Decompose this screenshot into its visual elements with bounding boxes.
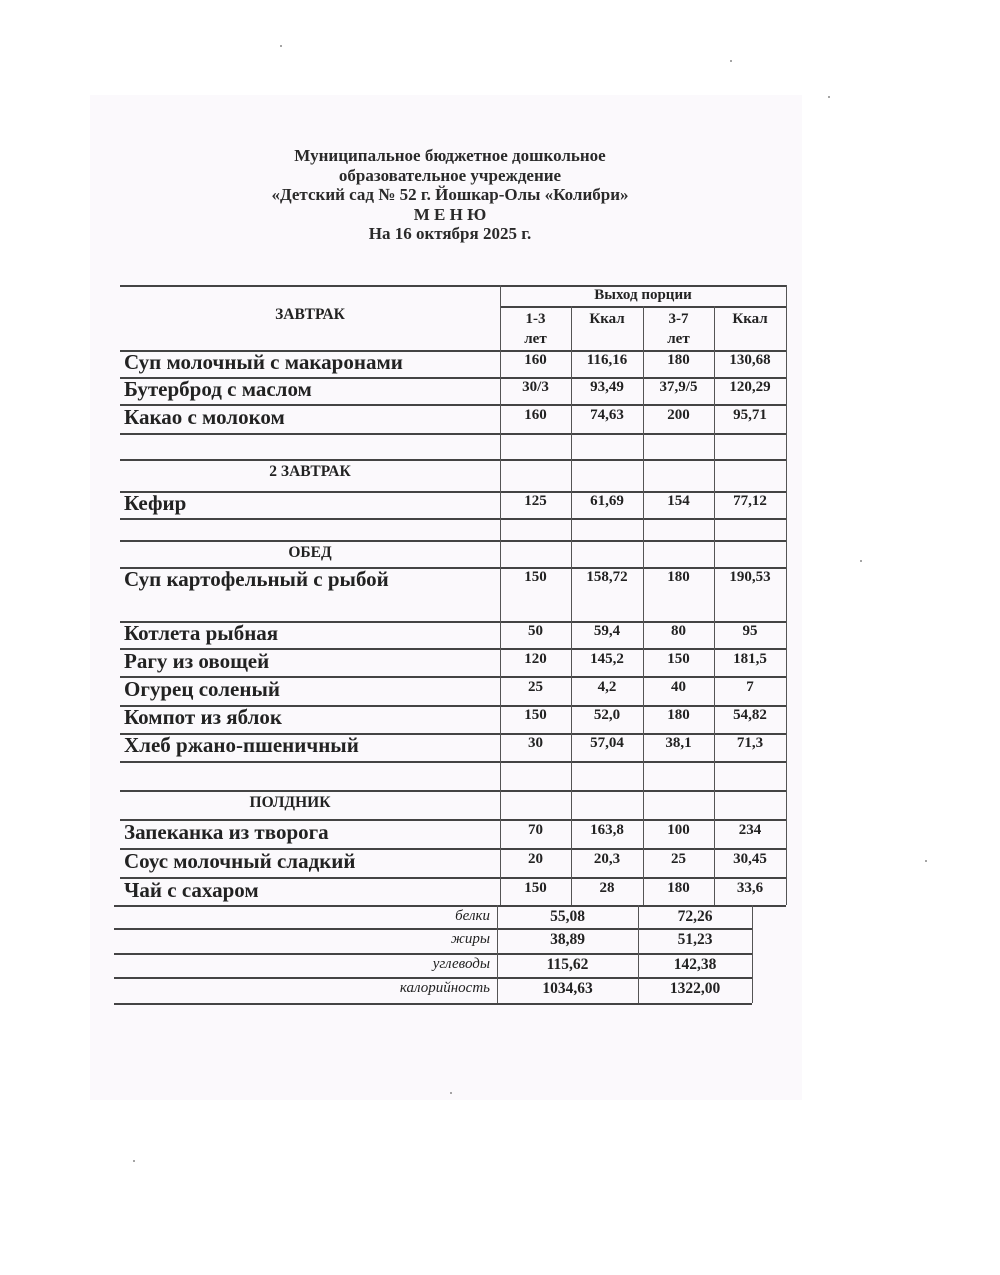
dish-value: 234 — [738, 822, 762, 838]
header-line-1: Муниципальное бюджетное дошкольное — [294, 146, 606, 165]
dish-value: 181,5 — [733, 651, 767, 667]
menu-title: М Е Н Ю — [413, 204, 487, 224]
dish-value: 130,68 — [729, 352, 771, 368]
table-column-line — [500, 285, 501, 905]
dish-value: 30,45 — [733, 851, 767, 867]
document-header — [200, 146, 700, 244]
dish-value: 95 — [742, 623, 758, 639]
scan-speck — [730, 60, 732, 62]
dish-value: 25 — [671, 851, 686, 867]
scan-speck — [860, 560, 862, 562]
dish-value: 190,53 — [729, 569, 771, 585]
dish-value: 116,16 — [586, 352, 628, 368]
dish-value: 77,12 — [733, 493, 767, 509]
dish-value: 125 — [524, 493, 547, 509]
total-value-3-7: 1322,00 — [669, 980, 721, 997]
portion-header: Выход порции — [594, 287, 692, 303]
dish-value: 93,49 — [590, 379, 624, 395]
scan-speck — [133, 1160, 135, 1162]
scan-speck — [450, 1092, 452, 1094]
dish-value: 95,71 — [733, 407, 767, 423]
col-age-3-7-suffix: лет — [667, 331, 690, 347]
dish-name: Какао с молоком — [124, 405, 285, 429]
total-label: белки — [455, 908, 490, 924]
col-age-1-3-suffix: лет — [524, 331, 547, 347]
dish-name: Суп молочный с макаронами — [124, 350, 403, 374]
dish-value: 33,6 — [736, 880, 764, 896]
dish-value: 37,9/5 — [659, 379, 698, 395]
total-value-1-3: 55,08 — [550, 908, 585, 925]
table-rule — [120, 433, 786, 435]
total-value-3-7: 51,23 — [677, 931, 713, 948]
dish-name: Рагу из овощей — [124, 649, 270, 673]
dish-name: Компот из яблок — [124, 705, 282, 729]
dish-value: 20,3 — [593, 851, 621, 867]
dish-value: 38,1 — [665, 735, 692, 751]
dish-name: Чай с сахаром — [124, 878, 259, 902]
scan-speck — [925, 860, 927, 862]
table-rule — [120, 540, 786, 542]
table-rule — [114, 905, 752, 907]
total-value-1-3: 1034,63 — [542, 980, 593, 997]
dish-value: 180 — [667, 880, 690, 896]
dish-value: 200 — [667, 407, 690, 423]
dish-name: Суп картофельный с рыбой — [124, 567, 389, 591]
dish-name: Огурец соленый — [124, 677, 280, 701]
total-value-3-7: 72,26 — [677, 908, 713, 925]
table-rule — [114, 953, 752, 955]
dish-value: 52,0 — [593, 707, 621, 723]
dish-value: 30/3 — [522, 379, 549, 395]
total-label: калорийность — [399, 980, 490, 996]
table-column-line — [752, 905, 753, 1003]
dish-value: 160 — [524, 407, 547, 423]
table-rule — [114, 1003, 752, 1005]
dish-value: 180 — [667, 569, 690, 585]
dish-name: Кефир — [124, 491, 187, 515]
dish-value: 28 — [599, 880, 615, 896]
dish-value: 160 — [524, 352, 547, 368]
dish-value: 30 — [528, 735, 543, 751]
dish-value: 154 — [667, 493, 690, 509]
col-kcal-2: Ккал — [732, 311, 768, 327]
total-label: углеводы — [432, 956, 490, 972]
table-rule — [120, 518, 786, 520]
menu-date: На 16 октября 2025 г. — [368, 224, 532, 243]
total-label: жиры — [450, 931, 490, 947]
total-value-1-3: 115,62 — [546, 956, 589, 973]
dish-value: 120,29 — [729, 379, 771, 395]
dish-value: 120 — [524, 651, 547, 667]
table-rule — [114, 977, 752, 979]
table-rule — [120, 790, 786, 792]
dish-value: 20 — [528, 851, 543, 867]
table-column-line — [786, 285, 787, 905]
dish-value: 4,2 — [597, 679, 617, 695]
header-line-3: «Детский сад № 52 г. Йошкар-Олы «Колибри» — [271, 185, 629, 204]
dish-value: 57,04 — [590, 735, 624, 751]
dish-value: 61,69 — [590, 493, 624, 509]
table-rule — [120, 761, 786, 763]
dish-value: 150 — [524, 880, 547, 896]
dish-value: 180 — [667, 352, 690, 368]
dish-value: 145,2 — [590, 651, 624, 667]
dish-value: 50 — [528, 623, 543, 639]
dish-value: 70 — [528, 822, 543, 838]
dish-value: 7 — [746, 679, 754, 695]
section-breakfast-2: 2 ЗАВТРАК — [269, 463, 351, 480]
breakfast-header: ЗАВТРАК — [275, 306, 345, 323]
dish-value: 150 — [667, 651, 690, 667]
total-value-1-3: 38,89 — [550, 931, 585, 948]
dish-value: 100 — [667, 822, 690, 838]
total-value-3-7: 142,38 — [673, 956, 717, 973]
dish-value: 74,63 — [590, 407, 624, 423]
section-lunch: ОБЕД — [288, 544, 332, 561]
dish-value: 180 — [667, 707, 690, 723]
dish-name: Бутерброд с маслом — [124, 377, 312, 401]
dish-value: 163,8 — [590, 822, 624, 838]
dish-value: 150 — [524, 569, 547, 585]
col-age-1-3: 1-3 — [525, 311, 546, 327]
scan-speck — [828, 96, 830, 98]
dish-name: Хлеб ржано-пшеничный — [124, 733, 359, 757]
section-snack: ПОЛДНИК — [249, 794, 331, 811]
dish-value: 150 — [524, 707, 547, 723]
dish-value: 54,82 — [733, 707, 767, 723]
dish-name: Котлета рыбная — [124, 621, 279, 645]
dish-value: 40 — [671, 679, 686, 695]
dish-name: Запеканка из творога — [124, 820, 329, 844]
scan-speck — [280, 45, 282, 47]
dish-name: Соус молочный сладкий — [124, 849, 356, 873]
dish-value: 158,72 — [586, 569, 628, 585]
dish-value: 80 — [671, 623, 686, 639]
header-line-2: образовательное учреждение — [338, 165, 562, 185]
scanned-page — [90, 95, 802, 1100]
col-age-3-7: 3-7 — [668, 311, 689, 327]
dish-value: 59,4 — [593, 623, 621, 639]
dish-value: 25 — [528, 679, 543, 695]
table-rule — [114, 928, 752, 930]
col-kcal-1: Ккал — [589, 311, 625, 327]
table-rule — [120, 459, 786, 461]
dish-value: 71,3 — [736, 735, 764, 751]
